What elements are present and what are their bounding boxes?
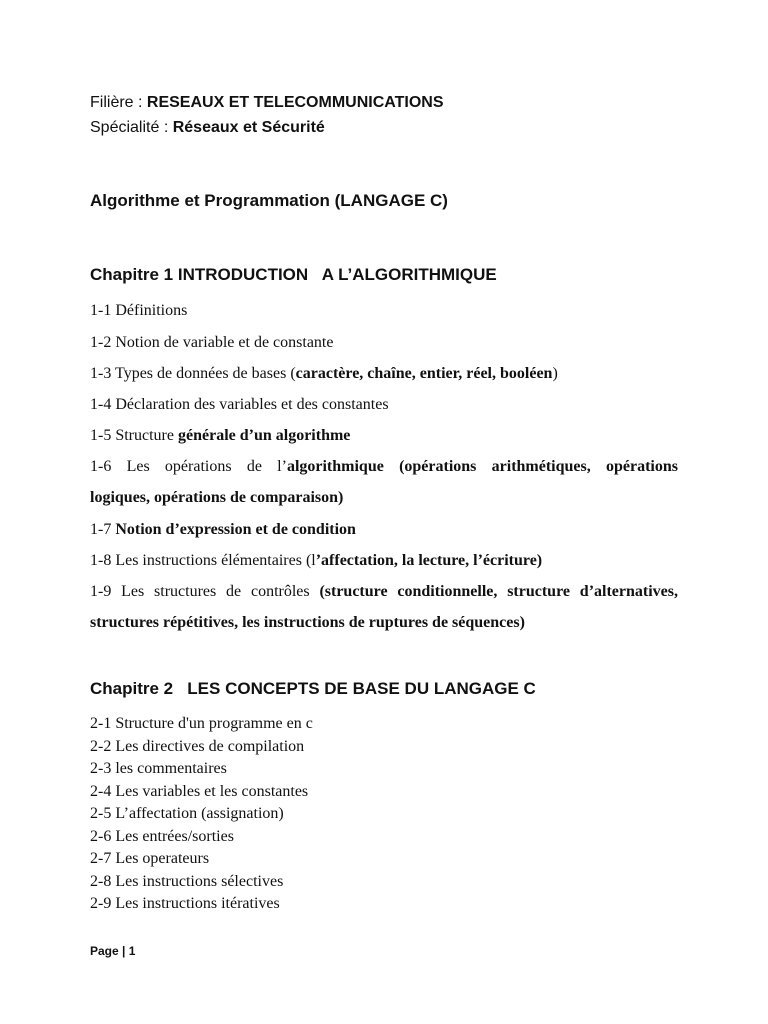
ch2-item-7: 2-7 Les operateurs [90,850,210,867]
ch1-item-9-continuation: structures répétitives, les instructions de ruptures de séquences) [90,614,525,631]
ch1-item-3-suffix: ) [552,365,558,382]
ch1-item-6-continuation: logiques, opérations de comparaison) [90,489,344,506]
ch1-item-5 [90,426,350,446]
ch1-item-7-bold: Notion d’expression et de condition [115,521,356,538]
ch2-item-6: 2-6 Les entrées/sorties [90,827,234,845]
chapter2-title: Chapitre 2 LES CONCEPTS DE BASE DU LANGAGE C [90,679,536,698]
course-title: Algorithme et Programmation (LANGAGE C) [90,191,448,210]
ch2-item-8: 2-8 Les instructions sélectives [90,872,284,890]
ch2-item-3: 2-3 les commentaires [90,760,227,777]
ch1-item-6-bold: algorithmique (opérations arithmétiques, opérations [286,458,678,475]
filiere-line [90,94,444,112]
ch2-item-2: 2-2 Les directives de compilation [90,737,305,755]
ch1-item-8 [90,551,542,571]
ch1-item-4: 1-4 Déclaration des variables et des constantes [90,396,389,413]
specialite-value: Réseaux et Sécurité [172,119,325,136]
specialite-line [90,119,325,137]
ch1-item-3-bold: caractère, chaîne, entier, réel, booléen [295,365,553,382]
ch1-item-6 [90,457,678,477]
ch2-item-1: 2-1 Structure d'un programme en c [90,715,313,732]
page-number: Page | 1 [90,944,136,958]
ch2-item-4: 2-4 Les variables et les constantes [90,782,309,800]
chapter2-list [90,713,313,916]
ch1-item-8-prefix: 1-8 Les instructions élémentaires (l [90,552,316,569]
ch1-item-5-bold: générale d’un algorithme [177,427,351,444]
ch1-item-9-bold: (structure conditionnelle, structure d’alternatives, [319,583,678,600]
ch1-item-9-prefix: 1-9 Les structures de contrôles [90,583,320,600]
ch2-item-9: 2-9 Les instructions itératives [90,895,280,912]
ch1-item-1: 1-1 Définitions [90,302,188,319]
filiere-value: RESEAUX ET TELECOMMUNICATIONS [146,94,444,111]
chapter1-title: Chapitre 1 INTRODUCTION A L’ALGORITHMIQUE [90,265,497,284]
ch1-item-6-prefix: 1-6 Les opérations de l’ [90,458,287,475]
ch2-item-5: 2-5 L’affectation (assignation) [90,805,284,822]
filiere-label: Filière : [90,94,143,111]
ch1-item-3 [90,364,558,384]
specialite-label: Spécialité : [90,119,169,136]
ch1-item-8-bold: ’affectation, la lecture, l’écriture) [315,552,543,569]
ch1-item-7 [90,520,356,540]
ch1-item-5-prefix: 1-5 Structure [90,427,178,444]
ch1-item-9 [90,582,678,602]
ch1-item-2: 1-2 Notion de variable et de constante [90,334,334,351]
ch1-item-3-prefix: 1-3 Types de données de bases ( [90,365,296,382]
ch1-item-7-prefix: 1-7 [90,521,116,538]
